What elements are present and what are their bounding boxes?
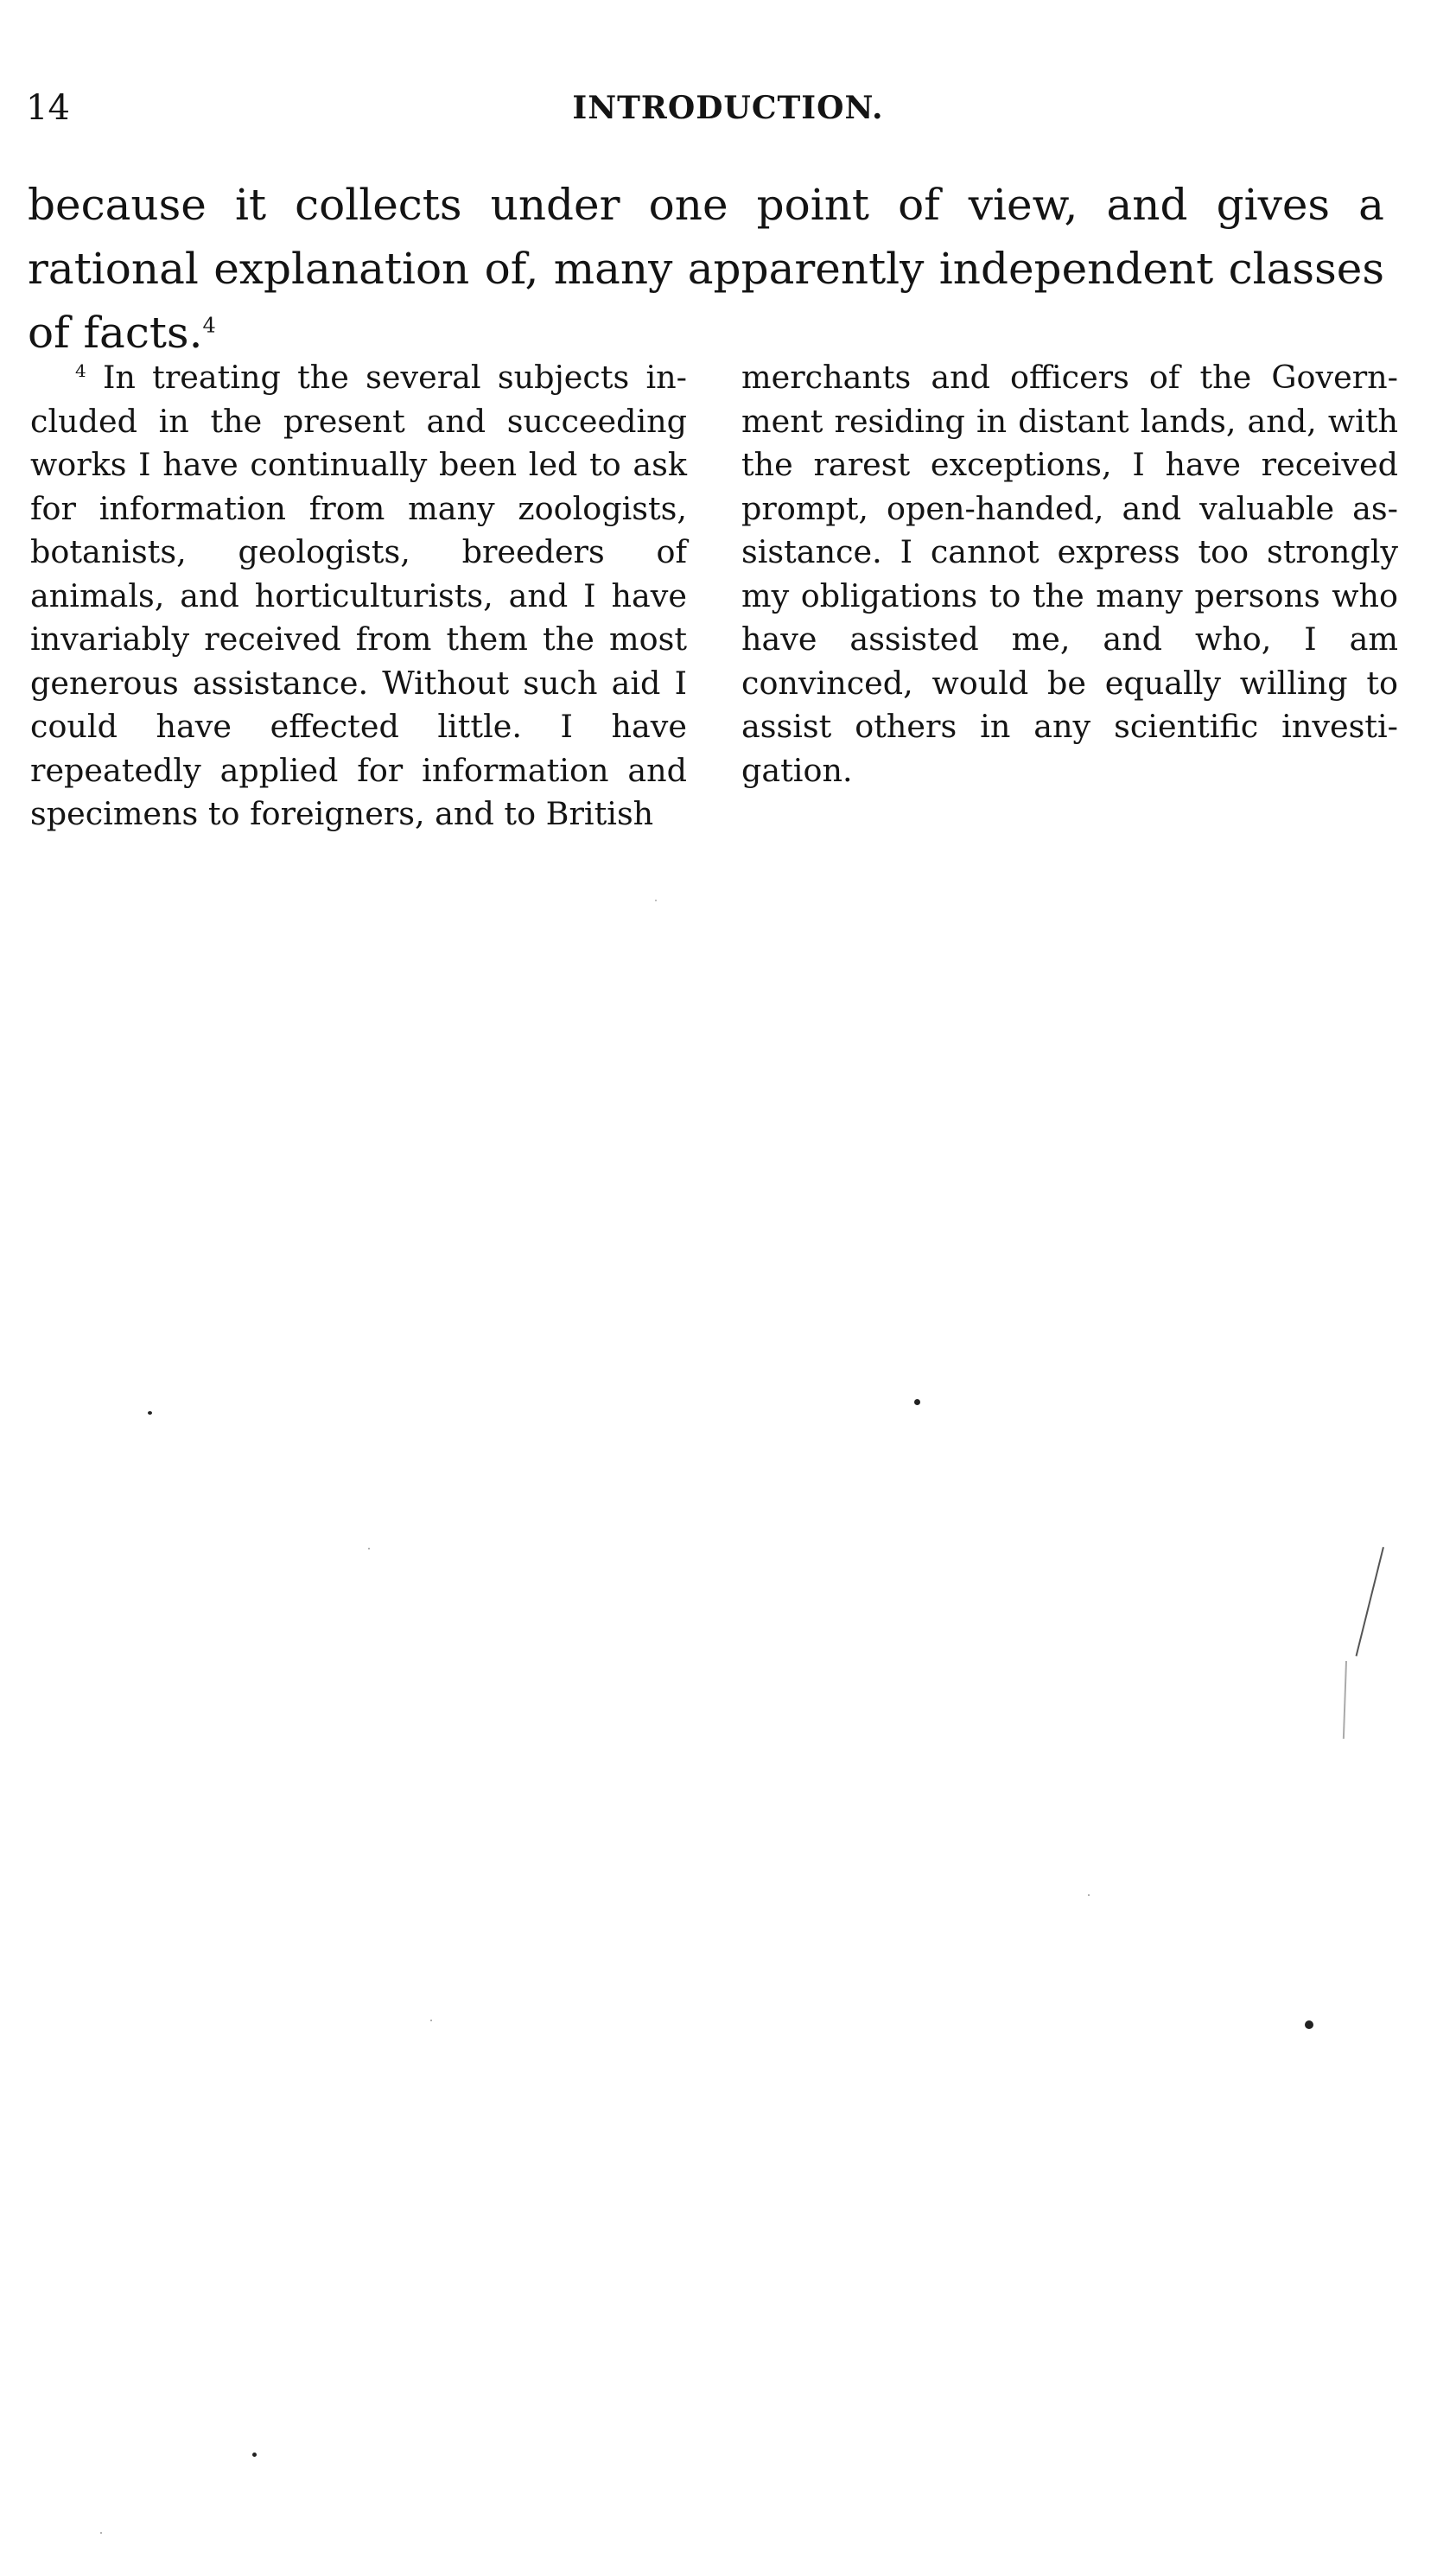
scan-speck [655, 900, 657, 901]
footnote-right-text: merchants and officers of the Government residing in distant lands, and, with the rarest exceptions, I have received prompt, open-handed, and valuable assistance. I cannot express too strongly my obligations to the many persons who have assisted me, and who, I am convinced, would be equally willing to assist others in any scientific investigation. [741, 359, 1398, 789]
scan-scratch [1356, 1547, 1384, 1657]
scan-speck [1305, 2020, 1313, 2029]
footnote-left-text: In treating the several subjects included in the present and succeeding works I have continually been led to ask for information from many zoologists, botanists, geologists, breeders of animals, and horticulturists, and I have invariably received from them the most generous assistance. Without such aid I could have effected little. I have repeatedly applied for information and specimens to foreigners, and to British [30, 359, 687, 832]
footnote-column-right [741, 356, 1398, 792]
scan-scratch [1343, 1661, 1347, 1739]
scan-speck [148, 1411, 152, 1415]
scan-speck [914, 1399, 920, 1405]
scan-speck [368, 1548, 370, 1549]
scan-speck [1088, 1894, 1090, 1896]
footnote-reference: 4 [202, 313, 216, 338]
body-paragraph-text: because it collects under one point of view, and gives a rational explanation of, many apparently independent classes of facts. [28, 180, 1384, 358]
page-number: 14 [26, 88, 70, 128]
body-paragraph [28, 173, 1384, 365]
scan-speck [100, 2532, 102, 2534]
running-head [0, 86, 1456, 130]
running-title: INTRODUCTION. [572, 90, 884, 126]
scan-speck [252, 2453, 257, 2457]
scan-speck [430, 2020, 432, 2021]
footnote-marker: 4 [75, 359, 86, 381]
footnote-column-left [30, 356, 687, 837]
